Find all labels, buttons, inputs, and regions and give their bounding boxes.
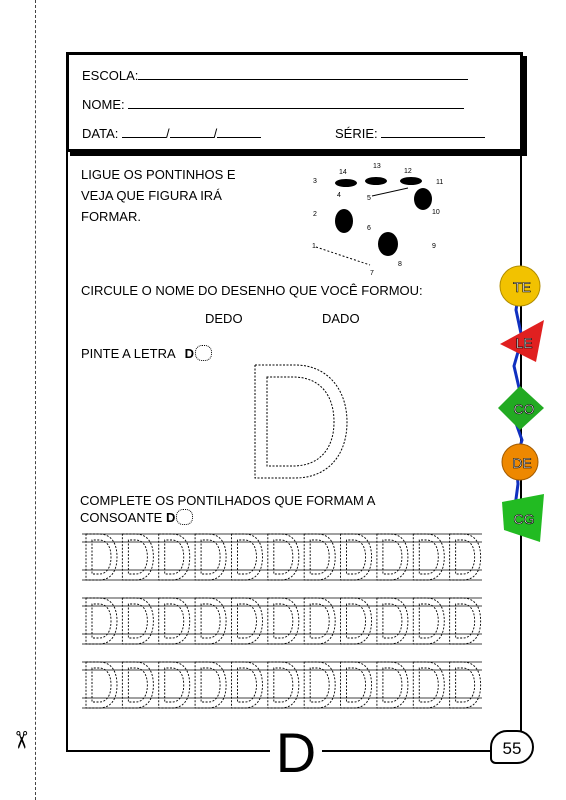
cut-line: [35, 0, 36, 800]
scissors-icon: ✂: [7, 729, 35, 751]
school-label: ESCOLA:: [82, 68, 139, 83]
side-tab-label: DE: [512, 455, 532, 471]
dot-number: 3: [313, 178, 317, 185]
dotted-letter-d[interactable]: [159, 598, 190, 644]
dotted-letter-d[interactable]: [122, 598, 153, 644]
dotted-letter-d[interactable]: [413, 598, 444, 644]
date-sep: /: [165, 126, 170, 141]
die-pip: [414, 188, 432, 210]
option-dedo[interactable]: DEDO: [205, 311, 243, 326]
tracing-row[interactable]: [82, 530, 482, 590]
die-pip: [335, 209, 353, 233]
date-field[interactable]: [82, 126, 261, 141]
letter-d-outline[interactable]: [250, 362, 350, 482]
dotted-letter-d[interactable]: [159, 534, 190, 580]
dot-number: 10: [432, 209, 440, 216]
dotted-letter-d[interactable]: [268, 598, 299, 644]
dotted-letter-d[interactable]: [195, 534, 226, 580]
dotted-letter-d[interactable]: [450, 534, 481, 580]
dotted-letter-d[interactable]: [341, 598, 372, 644]
dotted-letter-d[interactable]: [86, 662, 117, 708]
dotted-letter-d[interactable]: [231, 598, 262, 644]
dot-number: 9: [432, 243, 436, 250]
dot-number: 12: [404, 168, 412, 175]
dot-number: 4: [337, 192, 341, 199]
dotted-letter-d[interactable]: [413, 534, 444, 580]
dotted-letter-d[interactable]: [195, 598, 226, 644]
dotted-letter-d[interactable]: [377, 662, 408, 708]
dotted-letter-d[interactable]: [304, 598, 335, 644]
dot-number: 6: [367, 225, 371, 232]
dot-number: 7: [370, 270, 374, 277]
dot-number: 14: [339, 169, 347, 176]
instruction-line: VEJA QUE FIGURA IRÁ: [81, 188, 222, 203]
instruction-line: COMPLETE OS PONTILHADOS QUE FORMAM A: [80, 493, 376, 508]
die-pip: [335, 179, 357, 187]
dot-number: 13: [373, 163, 381, 170]
die-pip: [365, 177, 387, 185]
side-tab-label: CO: [513, 401, 535, 417]
name-field[interactable]: [82, 97, 464, 112]
dotted-letter-d[interactable]: [159, 662, 190, 708]
side-tab-label: CG: [513, 511, 535, 527]
dotted-letter-d[interactable]: [86, 598, 117, 644]
school-field[interactable]: [82, 68, 468, 83]
dotted-letter-d[interactable]: [304, 662, 335, 708]
die-pip: [378, 232, 398, 256]
dotted-letter-d[interactable]: [122, 534, 153, 580]
dotted-letter-d[interactable]: [304, 534, 335, 580]
dotted-letter-d[interactable]: [195, 662, 226, 708]
instruction-line: LIGUE OS PONTINHOS E: [81, 167, 236, 182]
dotted-letter-d[interactable]: [413, 662, 444, 708]
cloud-icon: [176, 509, 193, 525]
dotted-letter-d[interactable]: [341, 662, 372, 708]
page-number: 55: [490, 730, 534, 764]
connect-dots-instruction: [81, 164, 236, 227]
footer-big-letter: D: [270, 723, 322, 783]
dot-number: 8: [398, 261, 402, 268]
dot-number: 5: [367, 195, 371, 202]
paint-letter-label: PINTE A LETRA: [81, 346, 175, 361]
dotted-letter-d[interactable]: [86, 534, 117, 580]
dotted-letter-d[interactable]: [450, 662, 481, 708]
complete-dotted-instruction: [80, 492, 375, 526]
dotted-letter-d[interactable]: [268, 534, 299, 580]
tracing-row[interactable]: [82, 658, 482, 718]
die-pip: [400, 177, 422, 185]
circle-name-instruction: CIRCULE O NOME DO DESENHO QUE VOCÊ FORMOU:: [81, 283, 423, 298]
side-tab-label: LE: [515, 335, 533, 351]
side-tab-label: TE: [513, 279, 531, 295]
option-dado[interactable]: DADO: [322, 311, 360, 326]
name-label: NOME:: [82, 97, 125, 112]
dotted-letter-d[interactable]: [268, 662, 299, 708]
dotted-letter-d[interactable]: [377, 598, 408, 644]
date-sep: /: [213, 126, 218, 141]
tracing-row[interactable]: [82, 594, 482, 654]
dotted-letter-d[interactable]: [341, 534, 372, 580]
grade-field[interactable]: [335, 126, 485, 141]
dot-to-dot-figure: [306, 158, 456, 280]
dot-number: 2: [313, 211, 317, 218]
dotted-letter-d[interactable]: [122, 662, 153, 708]
instruction-line: CONSOANTE D: [80, 509, 375, 526]
dotted-letter-d[interactable]: [231, 662, 262, 708]
cloud-icon: [195, 345, 212, 361]
dot-number: 1: [312, 243, 316, 250]
paint-letter-sample: D: [184, 346, 194, 361]
consonant-sample: D: [165, 510, 176, 525]
side-tabs: [496, 262, 552, 552]
dot-number: 11: [436, 179, 444, 186]
dotted-letter-d[interactable]: [450, 598, 481, 644]
grade-label: SÉRIE:: [335, 126, 378, 141]
dotted-letter-d[interactable]: [377, 534, 408, 580]
date-label: DATA:: [82, 126, 119, 141]
dotted-letter-d[interactable]: [231, 534, 262, 580]
instruction-line: FORMAR.: [81, 209, 141, 224]
paint-letter-instruction: [81, 343, 212, 364]
